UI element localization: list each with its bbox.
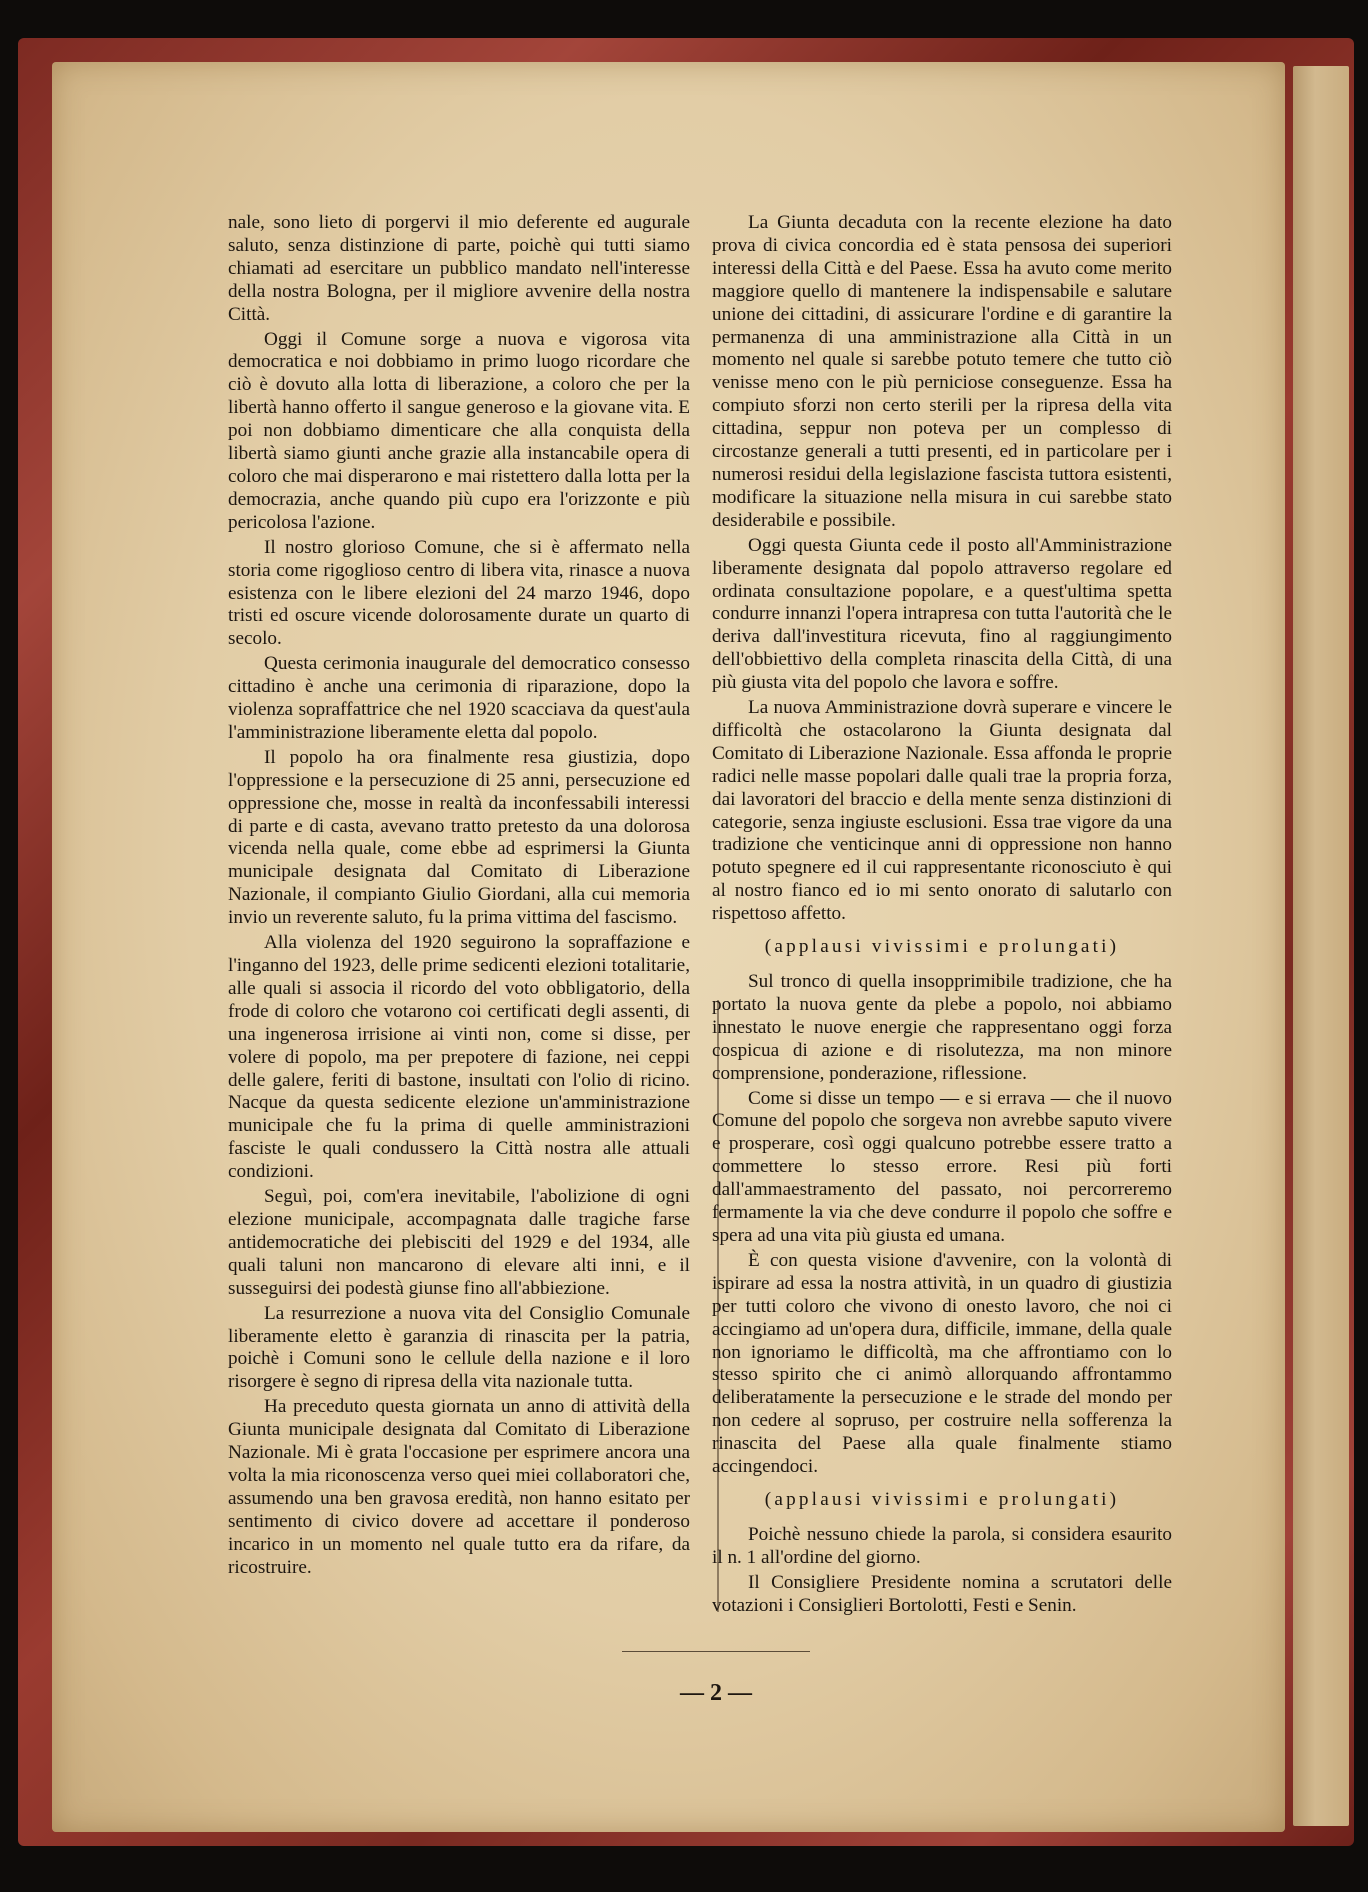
paragraph: Il Consigliere Presidente nomina a scrutatori delle votazioni i Consiglieri Bortolotti, Festi e Senin. <box>712 1571 1172 1616</box>
applause-note: (applausi vivissimi e prolungati) <box>764 1488 1120 1510</box>
applause-note: (applausi vivissimi e prolungati) <box>764 936 1120 958</box>
paragraph: È con questa visione d'avvenire, con la volontà di ispirare ad essa la nostra attività, in un quadro di giustizia per tutti coloro che vivono di onesto lavoro, che noi ci accingiamo ad un'opera dura, difficile, immane, della quale non ignoriamo le difficoltà, ma che affrontiamo con lo stesso spirito che ci animò allorquando affrontammo deliberatamente la persecuzione e le strade del mondo per non cedere al sopruso, per costruire nella sofferenza la rinascita del Paese alla quale finalmente stiamo accingendoci. <box>712 1249 1172 1478</box>
left-column <box>228 212 690 1579</box>
paragraph: Seguì, poi, com'era inevitabile, l'abolizione di ogni elezione municipale, accompagnata dalle tragiche farse antidemocratiche dei plebisciti del 1929 e del 1934, alle quali taluni non mancarono di elevare alti inni, e il susseguirsi dei podestà giunse fino all'abbiezione. <box>228 1186 690 1299</box>
footer-rule <box>622 1651 810 1652</box>
paragraph: La resurrezione a nuova vita del Consiglio Comunale liberamente eletto è garanzia di rinascita per la patria, poichè i Comuni sono le cellule della nazione e il loro risorgere è segno di ripresa della vita nazionale tutta. <box>228 1302 690 1393</box>
paragraph: nale, sono lieto di porgervi il mio deferente ed augurale saluto, senza distinzione di parte, poichè qui tutti siamo chiamati ad esercitare un pubblico mandato nell'interesse della nostra Bologna, per il migliore avvenire della nostra Città. <box>228 212 690 325</box>
paragraph: Oggi il Comune sorge a nuova e vigorosa vita democratica e noi dobbiamo in primo luogo ricordare che ciò è dovuto alla lotta di liberazione, a coloro che per la libertà hanno offerto il sangue generoso e la giovane vita. E poi non dobbiamo dimenticare che alla conquista della libertà siamo giunti anche grazie alla instancabile opera di coloro che mai disperarono e mai ristettero dalla lotta per la democrazia, anche quando più cupo era l'orizzonte e più pericolosa l'azione. <box>228 328 690 533</box>
paragraph: Sul tronco di quella insopprimibile tradizione, che ha portato la nuova gente da plebe a popolo, noi abbiamo innestato le nuove energie che rappresentano oggi forza cospicua di azione e di risolutezza, ma non minore comprensione, ponderazione, riflessione. <box>712 971 1172 1084</box>
paragraph: Poichè nessuno chiede la parola, si considera esaurito il n. 1 all'ordine del giorno. <box>712 1523 1172 1568</box>
paragraph: Il popolo ha ora finalmente resa giustizia, dopo l'oppressione e la persecuzione di 25 anni, persecuzione ed oppressione che, mosse in realtà da inconfessabili interessi di parte e di casta, avevano tratto pretesto da una dolorosa vicenda nella quale, come ebbe ad esprimersi la Giunta municipale designata dal Comitato di Liberazione Nazionale, il compianto Giulio Giordani, alla cui memoria invio un reverente saluto, fu la prima vittima del fascismo. <box>228 746 690 929</box>
paragraph: La nuova Amministrazione dovrà superare e vincere le difficoltà che ostacolarono la Giunta designata dal Comitato di Liberazione Nazionale. Essa affonda le proprie radici nelle masse popolari dalle quali trae la propria forza, dai lavoratori del braccio e della mente senza distinzioni di categorie, senza ingiuste esclusioni. Essa trae vigore da una tradizione che venticinque anni di oppressione non hanno potuto spegnere ed il cui rappresentante riconosciuto è qui al nostro fianco ed io mi sento onorato di salutarlo con rispettoso affetto. <box>712 697 1172 925</box>
right-column <box>712 212 1172 1617</box>
next-page-edge <box>1293 66 1349 1826</box>
paragraph: Ha preceduto questa giornata un anno di attività della Giunta municipale designata dal Comitato di Liberazione Nazionale. Mi è grata l'occasione per esprimere ancora una volta la mia riconoscenza verso quei miei collaboratori che, assumendo una ben gravosa eredità, non hanno esitato per sentimento di civico dovere ad accettare il ponderoso incarico in un momento nel quale tutto era da rifare, da ricostruire. <box>228 1396 690 1578</box>
page-number: — 2 — <box>680 1680 752 1706</box>
paragraph: Alla violenza del 1920 seguirono la sopraffazione e l'inganno del 1923, delle prime sedicenti elezioni totalitarie, alle quali si associa il ricordo del voto obbligatorio, della frode di coloro che votarono coi certificati degli assenti, di una ingenerosa irrisione ai vinti non, come si disse, per volere di popolo, ma per prepotere di fazione, nei ceppi delle galere, feriti di bastone, insultati con l'olio di ricino. Nacque da questa sedicente elezione un'amministrazione municipale che fu la prima di quelle amministrazioni fasciste le quali condussero la Città nostra alle attuali condizioni. <box>228 932 690 1183</box>
paragraph: Oggi questa Giunta cede il posto all'Amministrazione liberamente designata dal popolo attraverso regolare ed ordinata consultazione popolare, e a quest'ultima spetta condurre innanzi l'opera intrapresa con tutta l'autorità che le deriva dall'investitura ricevuta, fino al raggiungimento dell'obbiettivo della completa rinascita della Città, di una più giusta vita del popolo che lavora e soffre. <box>712 534 1172 694</box>
paragraph: Come si disse un tempo — e si errava — che il nuovo Comune del popolo che sorgeva non avrebbe saputo vivere e prosperare, così oggi qualcuno potrebbe essere tratto a commettere lo stesso errore. Resi più forti dall'ammaestramento del passato, noi percorreremo fermamente la via che deve condurre il popolo che soffre e spera ad una vita più giusta ed umana. <box>712 1087 1172 1246</box>
paragraph: Questa cerimonia inaugurale del democratico consesso cittadino è anche una cerimonia di riparazione, dopo la violenza sopraffattrice che nel 1920 scacciava da quest'aula l'amministrazione liberamente eletta dal popolo. <box>228 653 690 743</box>
paragraph: Il nostro glorioso Comune, che si è affermato nella storia come rigoglioso centro di libera vita, rinasce a nuova esistenza con le libere elezioni del 24 marzo 1946, dopo tristi ed oscure vicende dolorosamente durate un quarto di secolo. <box>228 536 690 650</box>
paragraph: La Giunta decaduta con la recente elezione ha dato prova di civica concordia ed è stata pensosa dei superiori interessi della Città e del Paese. Essa ha avuto come merito maggiore quello di mantenere la indispensabile e salutare unione dei cittadini, di assicurare l'ordine e di garantire la permanenza di una amministrazione alla Città in un momento nel quale si sarebbe potuto temere che tutto ciò venisse meno con le più perniciose conseguenze. Essa ha compiuto sforzi non certo sterili per la ripresa della vita cittadina, seppur non poteva per un complesso di circostanze generali a tutti presenti, ed in particolare per i numerosi residui della legislazione fascista tuttora esistenti, modificare la situazione nella misura in cui sarebbe stato desiderabile e possibile. <box>712 212 1172 531</box>
